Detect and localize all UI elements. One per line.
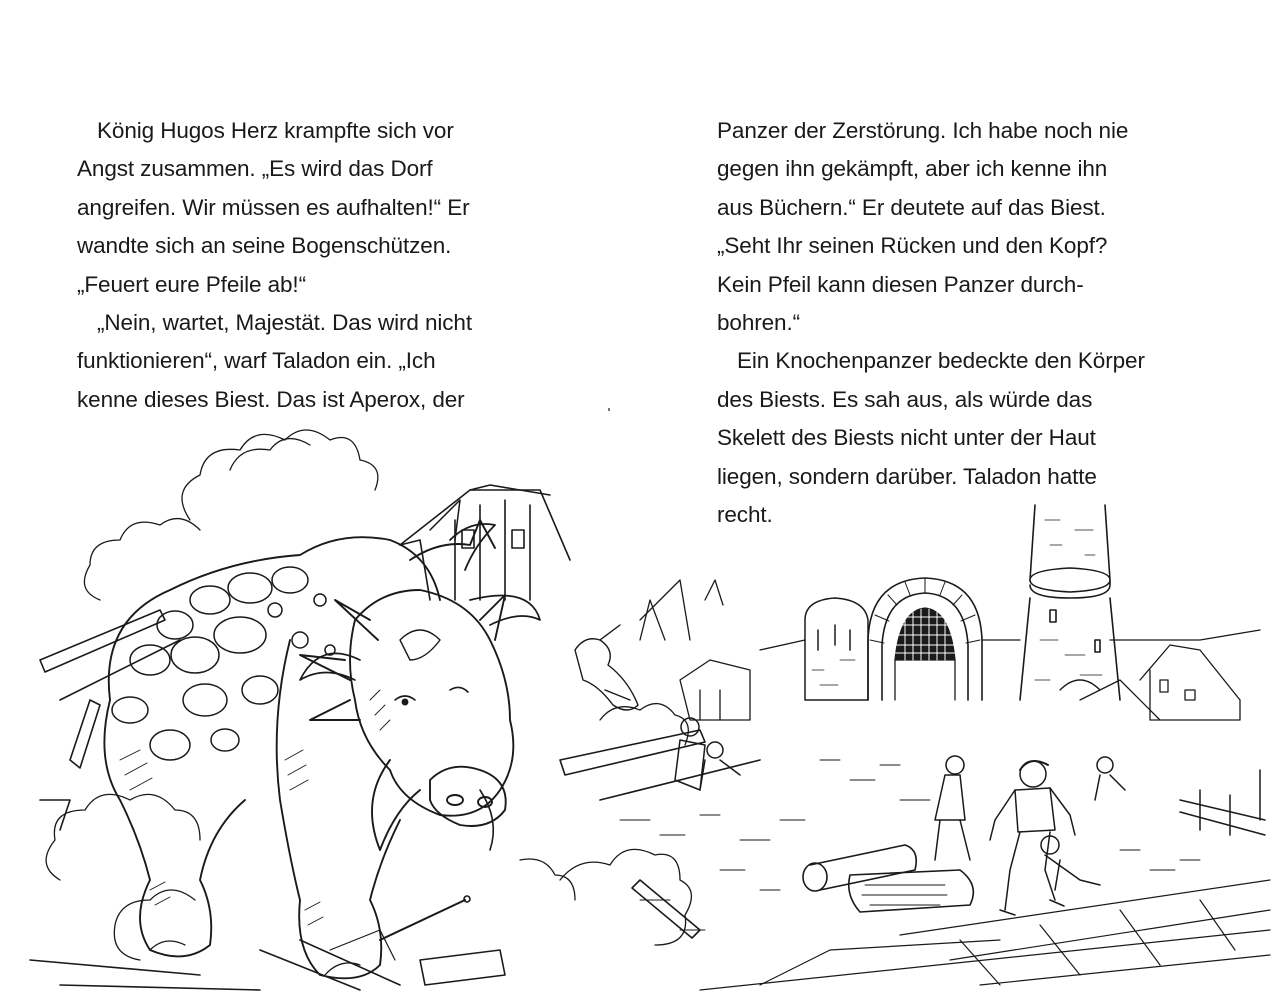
text-line: kenne dieses Biest. Das ist Aperox, der	[77, 386, 465, 412]
right-houses-illustration	[1060, 645, 1240, 720]
left-page-text	[77, 112, 557, 419]
cobblestone-square-illustration	[700, 880, 1270, 990]
text-line: „Seht Ihr seinen Rücken und den Kopf?	[717, 233, 1108, 259]
ground-texture-illustration	[620, 760, 1200, 930]
ruined-house-illustration	[400, 485, 570, 600]
text-line: aus Büchern.“ Er deutete auf das Biest.	[717, 194, 1106, 220]
beast-aperox-illustration	[104, 500, 540, 978]
fallen-staff-illustration	[380, 896, 470, 940]
illustration-beast-attack	[0, 400, 1280, 998]
fallen-logs-illustration	[803, 845, 973, 912]
text-line: bohren.“	[717, 309, 801, 335]
text-line: Kein Pfeil kann diesen Panzer durch-	[717, 271, 1084, 297]
text-line: König Hugos Herz krampfte sich vor	[97, 118, 454, 143]
thrown-villager-illustration	[575, 625, 638, 710]
text-line: wandte sich an seine Bogenschützen.	[77, 233, 452, 259]
castle-gate-illustration	[868, 578, 982, 700]
text-line: recht.	[717, 501, 773, 527]
text-line: gegen ihn gekämpft, aber ich kenne ihn	[717, 156, 1108, 182]
dust-cloud-illustration	[46, 430, 691, 960]
fence-illustration	[1180, 770, 1265, 835]
castle-tall-tower-illustration	[1020, 505, 1120, 700]
text-line: angreifen. Wir müssen es aufhalten!“ Er	[77, 194, 470, 220]
text-line: Ein Knochenpanzer bedeckte den Körper	[737, 348, 1145, 374]
castle-left-tower-illustration	[805, 598, 868, 700]
text-line: „Nein, wartet, Majestät. Das wird nicht	[97, 309, 472, 335]
text-line: Skelett des Biests nicht unter der Haut	[717, 425, 1096, 451]
text-line: des Biests. Es sah aus, als würde das	[717, 386, 1093, 412]
text-line: liegen, sondern darüber. Taladon hatte	[717, 463, 1097, 489]
village-buildings-illustration	[640, 580, 750, 720]
text-line: Angst zusammen. „Es wird das Dorf	[77, 156, 433, 182]
text-line: funktionieren“, warf Taladon ein. „Ich	[77, 348, 436, 374]
text-line: Panzer der Zerstörung. Ich habe noch nie	[717, 118, 1129, 143]
text-line: „Feuert eure Pfeile ab!“	[77, 271, 306, 297]
